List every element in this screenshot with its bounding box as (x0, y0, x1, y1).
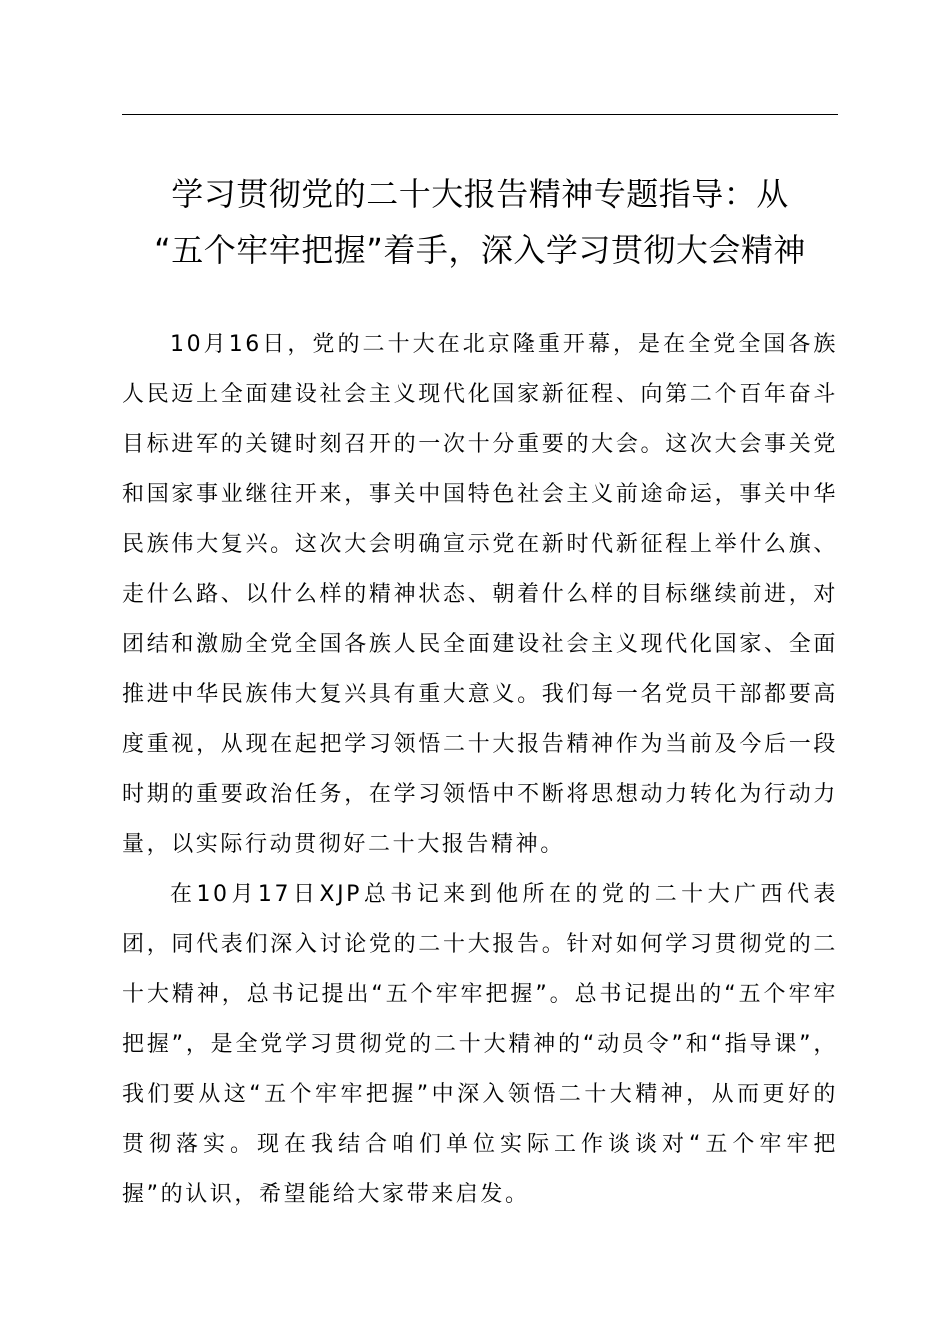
document-title (110, 166, 850, 278)
paragraph-1: 10月16日，党的二十大在北京隆重开幕，是在全党全国各族人民迈上全面建设社会主义现代化国家新征程、向第二个百年奋斗目标进军的关键时刻召开的一次十分重要的大会。这次大会事关党和国家事业继往开来，事关中国特色社会主义前途命运，事关中华民族伟大复兴。这次大会明确宣示党在新时代新征程上举什么旗、走什么路、以什么样的精神状态、朝着什么样的目标继续前进，对团结和激励全党全国各族人民全面建设社会主义现代化国家、全面推进中华民族伟大复兴具有重大意义。我们每一名党员干部都要高度重视，从现在起把学习领悟二十大报告精神作为当前及今后一段时期的重要政治任务，在学习领悟中不断将思想动力转化为行动力量，以实际行动贯彻好二十大报告精神。 (122, 332, 838, 857)
header-rule (122, 114, 838, 115)
title-line-1: 学习贯彻党的二十大报告精神专题指导：从 (171, 175, 789, 213)
title-line-2: “五个牢牢把握”着手，深入学习贯彻大会精神 (154, 231, 806, 269)
paragraph-2: 在10月17日XJP总书记来到他所在的党的二十大广西代表团，同代表们深入讨论党的二十大报告。针对如何学习贯彻党的二十大精神，总书记提出“五个牢牢把握”。总书记提出的“五个牢牢把握”，是全党学习贯彻党的二十大精神的“动员令”和“指导课”，我们要从这“五个牢牢把握”中深入领悟二十大精神，从而更好的贯彻落实。现在我结合咱们单位实际工作谈谈对“五个牢牢把握”的认识，希望能给大家带来启发。 (122, 882, 838, 1207)
document-body (122, 320, 838, 1220)
